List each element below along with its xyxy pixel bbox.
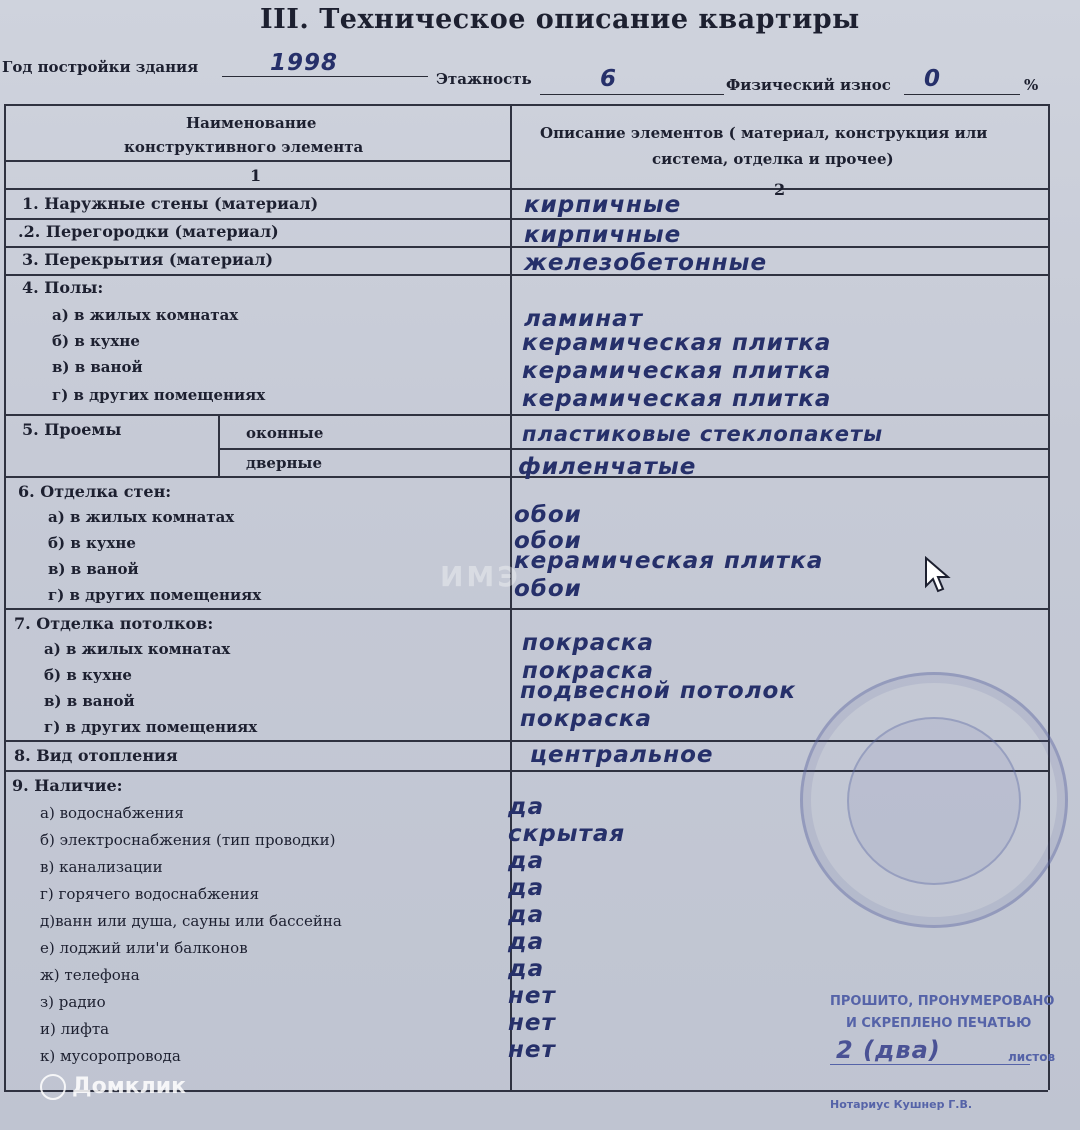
row-floors-label: 4. Полы: (22, 278, 104, 297)
row-openings-label: 5. Проемы (22, 420, 122, 439)
wear-value: 0 (924, 66, 942, 92)
stamp-note-line2: И СКРЕПЛЕНО ПЕЧАТЬЮ (846, 1016, 1032, 1031)
row-walls-value: кирпичные (524, 192, 682, 218)
row-wallfinish-a-label: а) в жилых комнатах (48, 508, 235, 526)
row-openings-window-label: оконные (246, 424, 324, 442)
col1-header-line1: Наименование (186, 114, 317, 132)
presence-item-label: д)ванн или душа, сауны или бассейна (40, 912, 342, 930)
row-heating-value: центральное (530, 742, 714, 768)
row-floors-a-value: ламинат (524, 306, 644, 332)
document-title: III. Техническое описание квартиры (260, 4, 860, 35)
row-floors-d-label: г) в других помещениях (52, 386, 266, 404)
year-underline (222, 76, 428, 77)
presence-item-value: да (508, 875, 545, 901)
presence-item-value: нет (508, 983, 556, 1009)
row-wallfinish-a-value: обои (514, 502, 582, 528)
wear-label: Физический износ (726, 76, 891, 94)
presence-item-label: в) канализации (40, 858, 163, 876)
wear-underline (904, 94, 1020, 95)
row-floors-b-label: б) в кухне (52, 332, 140, 350)
row-ceiling-c-label: в) в ваной (44, 692, 135, 710)
year-value: 1998 (270, 50, 339, 76)
floors-value: 6 (600, 66, 618, 92)
row-heating-label: 8. Вид отопления (14, 746, 178, 765)
row-openings-door-value: филенчатые (518, 454, 697, 480)
stamp-note-suffix: листов (1008, 1050, 1056, 1064)
stamp-note-line1: ПРОШИТО, ПРОНУМЕРОВАНО (830, 994, 1055, 1009)
row-ceiling-label: 7. Отделка потолков: (14, 614, 214, 633)
presence-item-label: б) электроснабжения (тип проводки) (40, 831, 336, 849)
presence-item-value: да (508, 848, 545, 874)
presence-item-value: скрытая (508, 821, 626, 847)
col1-number: 1 (250, 166, 262, 185)
watermark: ИМЭ (440, 560, 521, 593)
row-wallfinish-b-label: б) в кухне (48, 534, 136, 552)
presence-item-value: нет (508, 1037, 556, 1063)
row-ceiling-c-value: подвесной потолок (520, 678, 796, 704)
presence-item-label: е) лоджий или'и балконов (40, 939, 248, 957)
domclick-logo: Домклик (40, 1074, 186, 1100)
presence-item-value: нет (508, 1010, 556, 1036)
row-openings-door-label: дверные (246, 454, 323, 472)
row-walls-label: 1. Наружные стены (материал) (22, 194, 319, 213)
presence-item-label: к) мусоропровода (40, 1047, 181, 1065)
col2-number: 2 (774, 180, 786, 199)
row-ceiling-a-label: а) в жилых комнатах (44, 640, 231, 658)
floors-label: Этажность (436, 70, 532, 88)
presence-item-value: да (508, 956, 545, 982)
row-wallfinish-d-value: обои (514, 576, 582, 602)
floors-underline (540, 94, 724, 95)
presence-item-label: з) радио (40, 993, 106, 1011)
row-wallfinish-d-label: г) в других помещениях (48, 586, 262, 604)
row-wallfinish-c-value: керамическая плитка (514, 548, 824, 574)
stamp-note-count: 2 (два) (836, 1036, 941, 1064)
row-partitions-label: .2. Перегородки (материал) (18, 222, 279, 241)
row-floors-c-label: в) в ваной (52, 358, 143, 376)
mouse-cursor-icon (924, 556, 952, 596)
row-wallfinish-label: 6. Отделка стен: (18, 482, 172, 501)
year-label: Год постройки здания (2, 58, 199, 76)
row-ceiling-b-label: б) в кухне (44, 666, 132, 684)
presence-item-value: да (508, 902, 545, 928)
presence-item-value: да (508, 794, 545, 820)
row-slabs-value: железобетонные (524, 250, 768, 276)
row-openings-window-value: пластиковые стеклопакеты (522, 422, 884, 446)
row-floors-c-value: керамическая плитка (522, 358, 832, 384)
row-ceiling-d-label: г) в других помещениях (44, 718, 258, 736)
row-floors-d-value: керамическая плитка (522, 386, 832, 412)
col2-header-line2: система, отделка и прочее) (652, 150, 894, 168)
row-ceiling-b-value: покраска (522, 658, 655, 684)
presence-item-label: ж) телефона (40, 966, 140, 984)
row-wallfinish-b-value: обои (514, 528, 582, 554)
presence-item-label: г) горячего водоснабжения (40, 885, 260, 903)
row-partitions-value: кирпичные (524, 222, 682, 248)
presence-item-value: да (508, 929, 545, 955)
notary-signature-line: Нотариус Кушнер Г.В. (830, 1098, 973, 1111)
row-presence-label: 9. Наличие: (12, 776, 123, 795)
domclick-logo-icon (40, 1074, 66, 1100)
wear-unit: % (1024, 76, 1039, 94)
row-floors-a-label: а) в жилых комнатах (52, 306, 239, 324)
row-floors-b-value: керамическая плитка (522, 330, 832, 356)
row-slabs-label: 3. Перекрытия (материал) (22, 250, 274, 269)
col2-header-line1: Описание элементов ( материал, конструкция или (540, 124, 988, 142)
presence-item-label: и) лифта (40, 1020, 110, 1038)
col1-header-line2: конструктивного элемента (124, 138, 364, 156)
row-ceiling-a-value: покраска (522, 630, 655, 656)
stamp-note-underline (830, 1064, 1030, 1065)
official-seal (800, 672, 1068, 928)
row-wallfinish-c-label: в) в ваной (48, 560, 139, 578)
row-ceiling-d-value: покраска (520, 706, 653, 732)
presence-item-label: а) водоснабжения (40, 804, 184, 822)
